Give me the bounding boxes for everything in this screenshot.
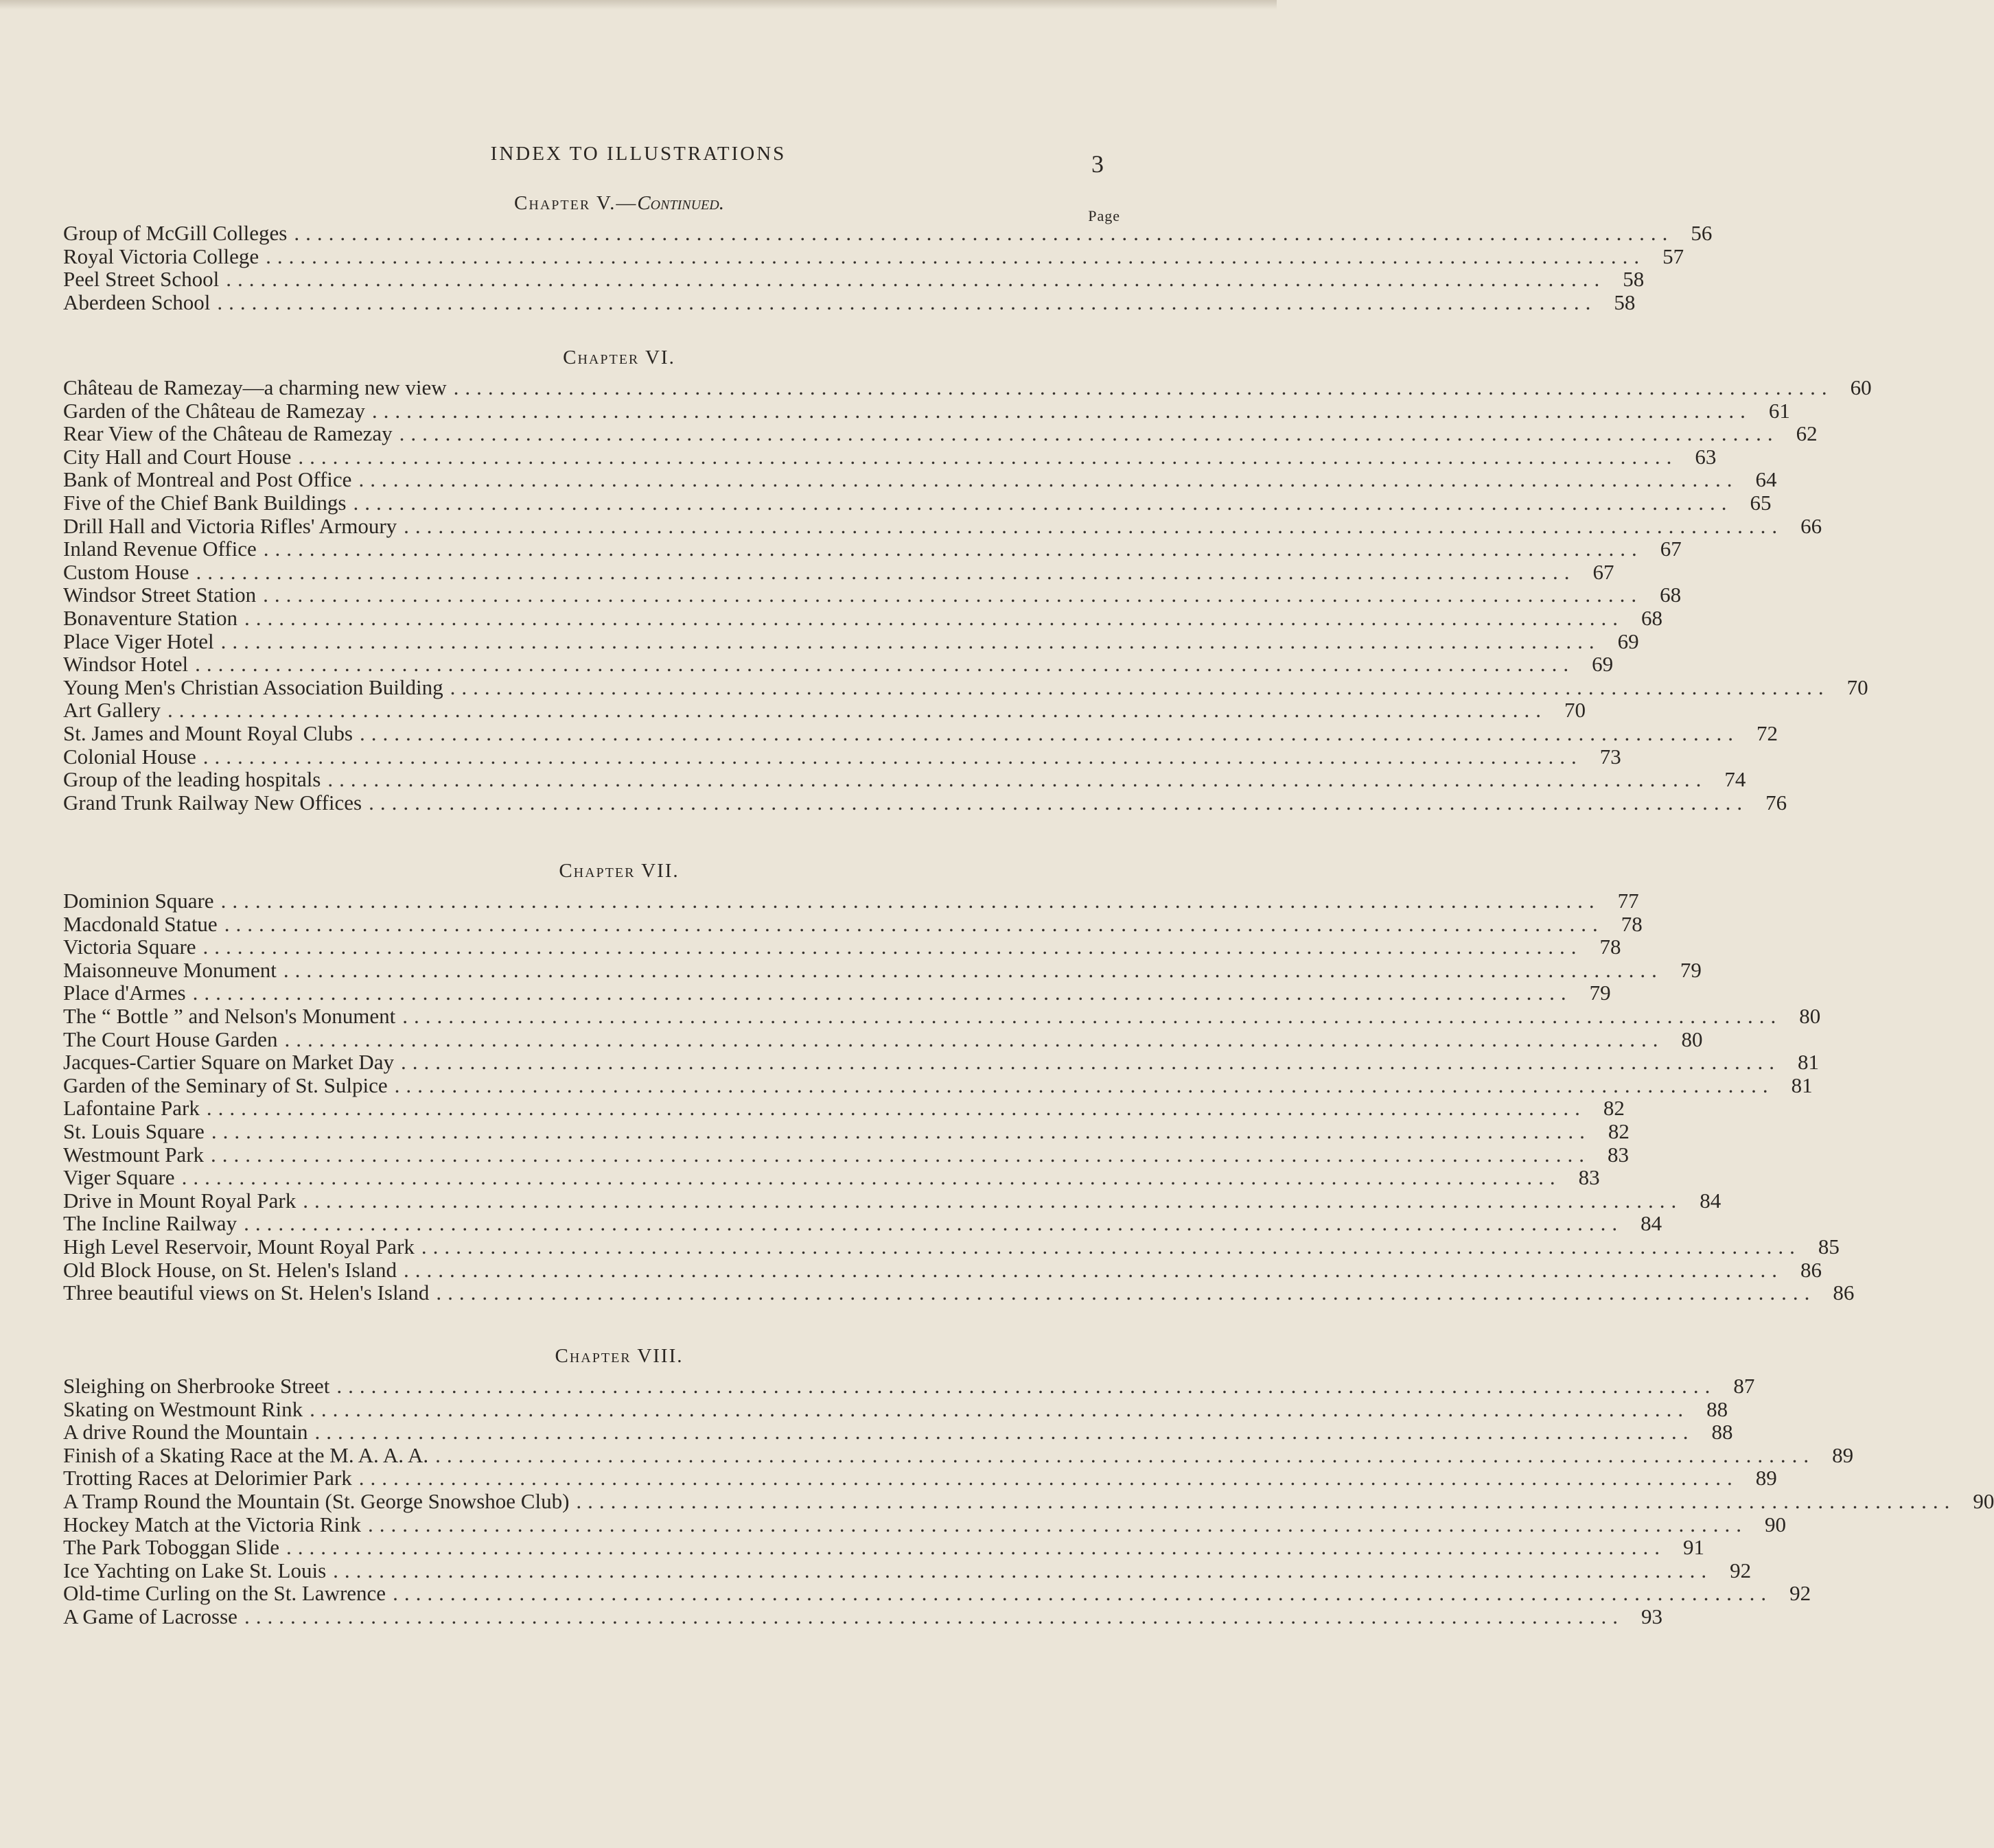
dot-leader: ........................................................................................................................ <box>206 1096 1586 1121</box>
index-entry <box>63 652 1614 677</box>
entry-title: Old-time Curling on the St. Lawrence <box>63 1581 386 1606</box>
entry-title: Finish of a Skating Race at the M. A. A. A. <box>63 1442 429 1467</box>
entry-page-number: 68 <box>1660 583 1682 607</box>
entry-title: Windsor Street Station <box>63 583 257 607</box>
entry-title: Macdonald Statue <box>63 911 218 936</box>
index-entry <box>63 957 1702 982</box>
index-entry <box>63 1096 1625 1121</box>
entry-title: Place d'Armes <box>63 981 186 1005</box>
entry-title: Windsor Hotel <box>63 652 189 677</box>
entry-title: Group of McGill Colleges <box>63 221 288 245</box>
dot-leader: ........................................................................................................................ <box>393 1581 1773 1606</box>
index-entry <box>63 1442 1854 1467</box>
dot-leader: ........................................................................................................................ <box>327 767 1708 792</box>
entry-title: Art Gallery <box>63 698 161 723</box>
entry-page-number: 93 <box>1641 1604 1662 1628</box>
dot-leader: ........................................................................................................................ <box>314 1420 1695 1445</box>
chapter-title: Chapter VIII. <box>555 1345 684 1367</box>
entry-title: Colonial House <box>63 744 196 769</box>
index-entry <box>63 721 1778 745</box>
entry-page-number: 68 <box>1641 605 1662 630</box>
chapter-6-section <box>63 347 1872 815</box>
dot-leader: ........................................................................................................................ <box>284 1027 1665 1051</box>
index-entry <box>63 490 1772 515</box>
dot-leader: ........................................................................................................................ <box>263 537 1643 561</box>
entry-title: Dominion Square <box>63 889 214 913</box>
entry-title: Five of the Chief Bank Buildings <box>63 490 347 515</box>
entry-title: Garden of the Seminary of St. Sulpice <box>63 1073 388 1097</box>
dot-leader: ........................................................................................................................ <box>196 559 1576 584</box>
entry-title: Rear View of the Château de Ramezay <box>63 421 393 446</box>
index-entry <box>63 1165 1600 1190</box>
dot-leader: ........................................................................................................................ <box>453 375 1833 399</box>
entry-title: The Court House Garden <box>63 1027 278 1051</box>
entry-page-number: 88 <box>1706 1396 1728 1421</box>
entry-page-number: 69 <box>1617 629 1639 653</box>
entry-title: Place Viger Hotel <box>63 629 214 653</box>
entry-list <box>63 889 1855 1305</box>
dot-leader: ........................................................................................................................ <box>358 1466 1739 1490</box>
index-entry <box>63 629 1639 653</box>
index-entry <box>63 221 1713 245</box>
entry-page-number: 78 <box>1599 935 1621 959</box>
entry-title: Viger Square <box>63 1165 175 1190</box>
entry-title: Aberdeen School <box>63 290 211 314</box>
entry-page-number: 70 <box>1846 675 1868 699</box>
dot-leader: ........................................................................................................................ <box>181 1165 1562 1190</box>
dot-leader: ........................................................................................................................ <box>224 911 1604 936</box>
index-entry <box>63 1050 1820 1075</box>
entry-title: City Hall and Court House <box>63 444 292 469</box>
dot-leader: ........................................................................................................................ <box>195 652 1575 677</box>
entry-page-number: 83 <box>1608 1142 1630 1167</box>
entry-page-number: 67 <box>1592 559 1614 584</box>
index-entry <box>63 290 1636 314</box>
dot-leader: ........................................................................................................................ <box>450 675 1830 699</box>
entry-page-number: 65 <box>1750 490 1772 515</box>
entry-title: Trotting Races at Delorimier Park <box>63 1466 352 1490</box>
index-entry <box>63 467 1777 492</box>
dot-leader: ........................................................................................................................ <box>266 244 1646 268</box>
index-entry <box>63 767 1746 792</box>
chapter-title-continued: Continued. <box>637 192 724 214</box>
dot-leader: ........................................................................................................................ <box>263 583 1643 607</box>
index-entry <box>63 244 1684 268</box>
entry-page-number: 84 <box>1641 1211 1662 1236</box>
chapter-title: Chapter V.—Continued. <box>514 192 724 214</box>
dot-leader: ........................................................................................................................ <box>358 467 1739 492</box>
entry-page-number: 73 <box>1599 744 1621 769</box>
entry-page-number: 58 <box>1623 267 1645 292</box>
entry-page-number: 76 <box>1765 790 1787 815</box>
entry-page-number: 89 <box>1755 1466 1777 1490</box>
entry-title: St. Louis Square <box>63 1119 205 1143</box>
index-entry <box>63 911 1643 936</box>
page-top-edge <box>0 0 1277 10</box>
index-entry <box>63 744 1621 769</box>
index-entry <box>63 1604 1662 1628</box>
index-entry <box>63 1558 1752 1582</box>
entry-list <box>63 375 1872 815</box>
dot-leader: ........................................................................................................................ <box>303 1188 1683 1213</box>
entry-title: Westmount Park <box>63 1142 205 1167</box>
page-column-label: Page <box>1088 207 1120 224</box>
entry-title: Bank of Montreal and Post Office <box>63 467 352 492</box>
entry-title: High Level Reservoir, Mount Royal Park <box>63 1234 415 1259</box>
dot-leader: ........................................................................................................................ <box>226 267 1606 292</box>
dot-leader: ........................................................................................................................ <box>217 290 1597 314</box>
entry-page-number: 72 <box>1756 721 1778 745</box>
index-entry <box>63 1119 1630 1143</box>
entry-page-number: 88 <box>1711 1420 1733 1445</box>
dot-leader: ........................................................................................................................ <box>298 444 1678 469</box>
dot-leader: ........................................................................................................................ <box>244 605 1624 630</box>
entry-page-number: 84 <box>1700 1188 1721 1213</box>
index-entry <box>63 1234 1840 1259</box>
entry-title: Peel Street School <box>63 267 220 292</box>
dot-leader: ........................................................................................................................ <box>283 957 1663 982</box>
index-entry <box>63 935 1621 959</box>
index-entry <box>63 1142 1630 1167</box>
index-entry <box>63 1188 1721 1213</box>
dot-leader: ........................................................................................................................ <box>368 1512 1748 1536</box>
index-entry <box>63 1027 1703 1051</box>
dot-leader: ........................................................................................................................ <box>371 398 1752 423</box>
chapter-7-section <box>63 860 1855 1305</box>
entry-page-number: 92 <box>1730 1558 1752 1582</box>
entry-title: Jacques-Cartier Square on Market Day <box>63 1050 395 1075</box>
dot-leader: ........................................................................................................................ <box>336 1374 1717 1398</box>
entry-page-number: 92 <box>1789 1581 1811 1606</box>
dot-leader: ........................................................................................................................ <box>211 1142 1591 1167</box>
entry-page-number: 79 <box>1589 981 1611 1005</box>
entry-page-number: 57 <box>1662 244 1684 268</box>
entry-page-number: 86 <box>1833 1280 1855 1305</box>
dot-leader: ........................................................................................................................ <box>192 981 1573 1005</box>
entry-page-number: 87 <box>1733 1374 1755 1398</box>
index-entry <box>63 1003 1821 1028</box>
index-entry <box>63 421 1818 446</box>
entry-page-number: 61 <box>1768 398 1790 423</box>
entry-list <box>63 221 1713 314</box>
entry-title: Lafontaine Park <box>63 1096 200 1121</box>
dot-leader: ........................................................................................................................ <box>202 744 1583 769</box>
entry-page-number: 66 <box>1800 513 1822 538</box>
index-entry <box>63 583 1682 607</box>
index-entry <box>63 267 1645 292</box>
entry-title: Royal Victoria College <box>63 244 259 268</box>
dot-leader: ........................................................................................................................ <box>436 1280 1816 1305</box>
entry-title: Group of the leading hospitals <box>63 767 321 792</box>
entry-title: Ice Yachting on Lake St. Louis <box>63 1558 327 1582</box>
dot-leader: ........................................................................................................................ <box>359 721 1739 745</box>
chapter-title: Chapter VII. <box>559 860 680 882</box>
dot-leader: ........................................................................................................................ <box>353 490 1733 515</box>
entry-title: Victoria Square <box>63 935 196 959</box>
entry-title: Drive in Mount Royal Park <box>63 1188 297 1213</box>
index-entry <box>63 1257 1822 1282</box>
entry-title: A drive Round the Mountain <box>63 1420 308 1445</box>
entry-title: A Tramp Round the Mountain (St. George Snowshoe Club) <box>63 1488 570 1513</box>
dot-leader: ........................................................................................................................ <box>286 1535 1666 1560</box>
entry-page-number: 80 <box>1681 1027 1703 1051</box>
chapter-8-section <box>63 1345 1994 1628</box>
dot-leader: ........................................................................................................................ <box>333 1558 1713 1582</box>
dot-leader: ........................................................................................................................ <box>576 1488 1956 1513</box>
entry-title: Château de Ramezay—a charming new view <box>63 375 447 399</box>
entry-page-number: 86 <box>1800 1257 1822 1282</box>
entry-title: Garden of the Château de Ramezay <box>63 398 365 423</box>
entry-page-number: 60 <box>1850 375 1872 399</box>
index-entry <box>63 1581 1811 1606</box>
index-entry <box>63 375 1872 399</box>
entry-title: The “ Bottle ” and Nelson's Monument <box>63 1003 396 1028</box>
index-entry <box>63 981 1611 1005</box>
dot-leader: ........................................................................................................................ <box>310 1396 1690 1421</box>
dot-leader: ........................................................................................................................ <box>404 1257 1784 1282</box>
index-entry <box>63 537 1682 561</box>
running-header: INDEX TO ILLUSTRATIONS <box>490 143 787 165</box>
entry-title: Custom House <box>63 559 189 584</box>
entry-page-number: 67 <box>1660 537 1682 561</box>
entry-page-number: 62 <box>1796 421 1818 446</box>
dot-leader: ........................................................................................................................ <box>294 221 1674 245</box>
entry-page-number: 82 <box>1603 1096 1625 1121</box>
entry-title: Hockey Match at the Victoria Rink <box>63 1512 362 1536</box>
index-entry <box>63 444 1717 469</box>
dot-leader: ........................................................................................................................ <box>220 629 1601 653</box>
entry-title: Bonaventure Station <box>63 605 237 630</box>
entry-page-number: 69 <box>1592 652 1614 677</box>
index-entry <box>63 513 1822 538</box>
entry-page-number: 85 <box>1818 1234 1840 1259</box>
entry-page-number: 90 <box>1765 1512 1787 1536</box>
entry-page-number: 91 <box>1682 1535 1704 1560</box>
chapter-title: Chapter VI. <box>563 347 675 369</box>
dot-leader: ........................................................................................................................ <box>244 1211 1624 1236</box>
entry-title: Skating on Westmount Rink <box>63 1396 303 1421</box>
dot-leader: ........................................................................................................................ <box>401 1050 1781 1075</box>
dot-leader: ........................................................................................................................ <box>369 790 1749 815</box>
index-entry <box>63 1535 1704 1560</box>
entry-page-number: 81 <box>1798 1050 1820 1075</box>
dot-leader: ........................................................................................................................ <box>435 1442 1816 1467</box>
index-entry <box>63 889 1639 913</box>
entry-page-number: 58 <box>1614 290 1636 314</box>
index-entry <box>63 1396 1728 1421</box>
entry-title: Old Block House, on St. Helen's Island <box>63 1257 397 1282</box>
index-entry <box>63 1488 1994 1513</box>
index-entry <box>63 675 1868 699</box>
entry-page-number: 74 <box>1724 767 1746 792</box>
entry-page-number: 56 <box>1691 221 1713 245</box>
entry-title: Three beautiful views on St. Helen's Island <box>63 1280 430 1305</box>
index-entry <box>63 1466 1777 1490</box>
dot-leader: ........................................................................................................................ <box>167 698 1548 723</box>
entry-page-number: 90 <box>1973 1488 1994 1513</box>
entry-page-number: 82 <box>1608 1119 1630 1143</box>
dot-leader: ........................................................................................................................ <box>404 513 1784 538</box>
entry-page-number: 64 <box>1755 467 1777 492</box>
entry-title: The Incline Railway <box>63 1211 237 1236</box>
entry-page-number: 81 <box>1791 1073 1813 1097</box>
entry-title: Grand Trunk Railway New Offices <box>63 790 362 815</box>
index-entry <box>63 1280 1855 1305</box>
index-entry <box>63 605 1662 630</box>
index-entry <box>63 398 1790 423</box>
index-entry <box>63 790 1787 815</box>
entry-page-number: 79 <box>1680 957 1702 982</box>
dot-leader: ........................................................................................................................ <box>399 421 1779 446</box>
dot-leader: ........................................................................................................................ <box>244 1604 1624 1628</box>
entry-page-number: 89 <box>1832 1442 1854 1467</box>
chapter-5-section <box>63 192 1713 314</box>
index-entry <box>63 1420 1733 1445</box>
entry-title: A Game of Lacrosse <box>63 1604 237 1628</box>
entry-page-number: 70 <box>1564 698 1586 723</box>
entry-page-number: 83 <box>1578 1165 1600 1190</box>
entry-page-number: 78 <box>1621 911 1643 936</box>
entry-title: Young Men's Christian Association Building <box>63 675 443 699</box>
entry-page-number: 77 <box>1617 889 1639 913</box>
entry-page-number: 63 <box>1695 444 1717 469</box>
index-entry <box>63 1211 1662 1236</box>
dot-leader: ........................................................................................................................ <box>402 1003 1783 1028</box>
index-entry <box>63 698 1586 723</box>
index-entry <box>63 1512 1787 1536</box>
page-number: 3 <box>1091 150 1104 178</box>
entry-title: Sleighing on Sherbrooke Street <box>63 1374 330 1398</box>
entry-title: Inland Revenue Office <box>63 537 257 561</box>
entry-title: Maisonneuve Monument <box>63 957 277 982</box>
index-entry <box>63 1374 1755 1398</box>
dot-leader: ........................................................................................................................ <box>211 1119 1591 1143</box>
index-entry <box>63 1073 1813 1097</box>
index-entry <box>63 559 1614 584</box>
dot-leader: ........................................................................................................................ <box>421 1234 1801 1259</box>
entry-title: St. James and Mount Royal Clubs <box>63 721 353 745</box>
dot-leader: ........................................................................................................................ <box>220 889 1601 913</box>
dot-leader: ........................................................................................................................ <box>394 1073 1774 1097</box>
entry-list <box>63 1374 1994 1628</box>
entry-title: The Park Toboggan Slide <box>63 1535 279 1560</box>
entry-page-number: 80 <box>1799 1003 1821 1028</box>
entry-title: Drill Hall and Victoria Rifles' Armoury <box>63 513 397 538</box>
dot-leader: ........................................................................................................................ <box>202 935 1583 959</box>
